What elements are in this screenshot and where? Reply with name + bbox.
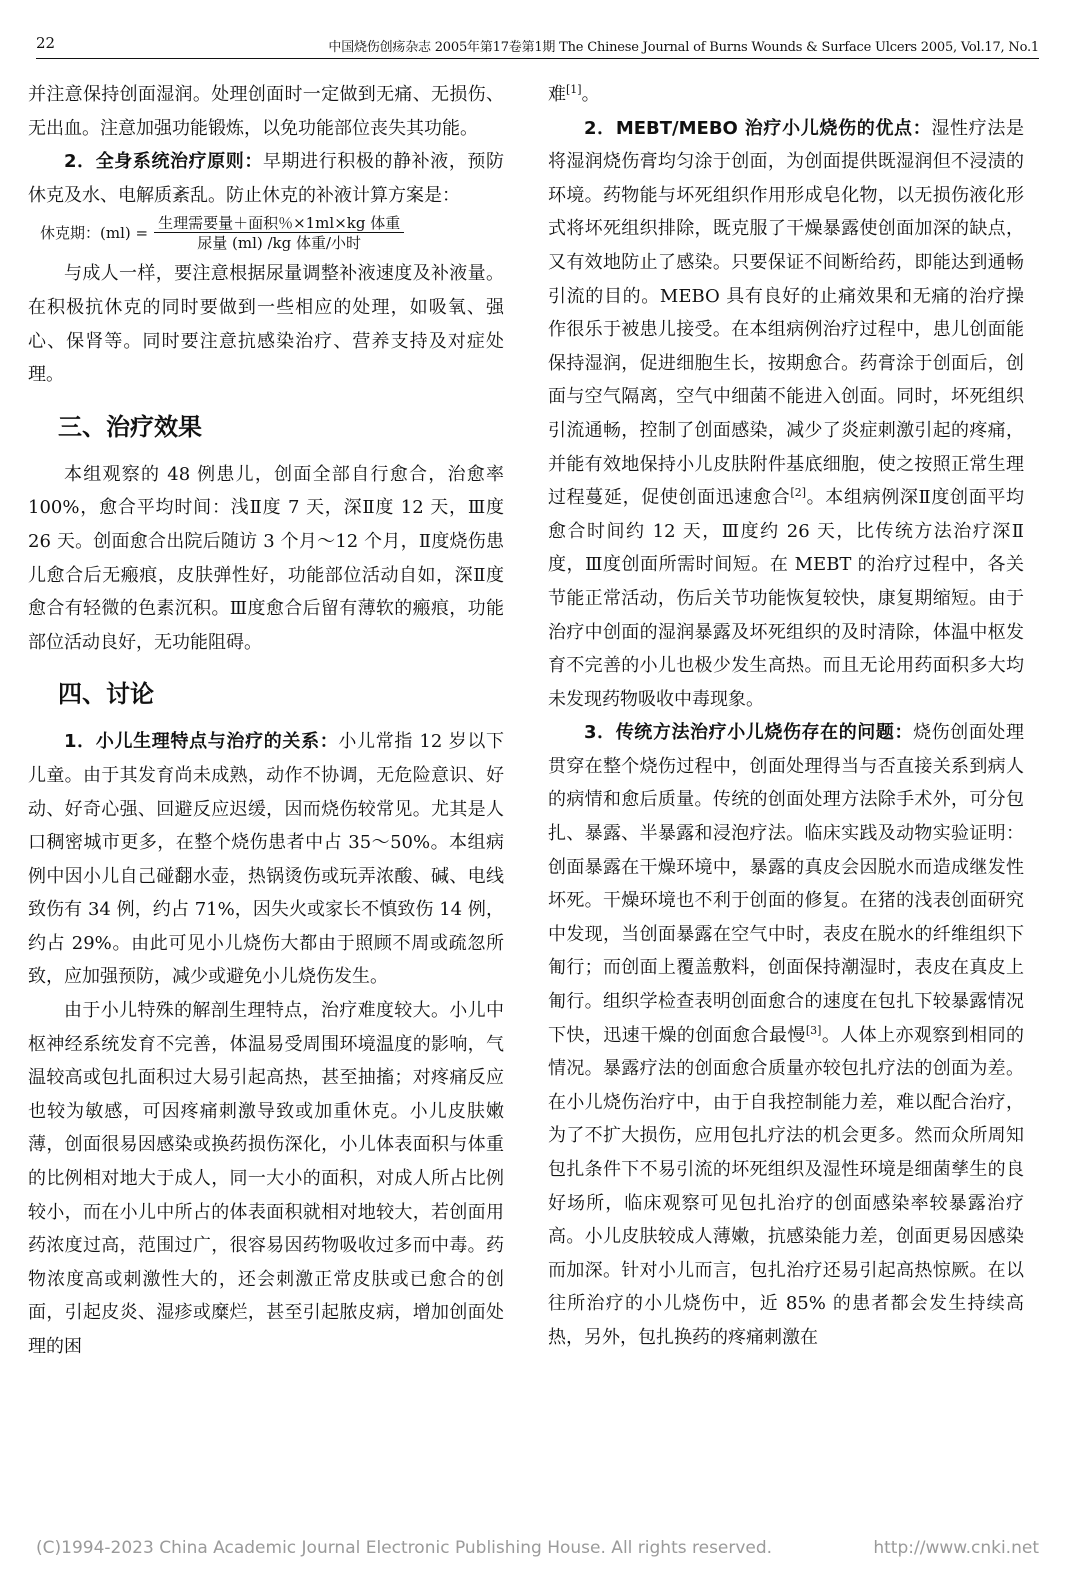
footer-url: http://www.cnki.net bbox=[873, 1538, 1039, 1558]
right-column bbox=[548, 78, 1024, 1355]
page-number: 22 bbox=[36, 34, 56, 52]
section-heading-discussion: 四、讨论 bbox=[58, 680, 154, 709]
running-title: 中国烧伤创疡杂志 2005年第17卷第1期 The Chinese Journal of Burns Wounds & Surface Ulcers 2005, Vol.17, No.1 bbox=[328, 40, 1039, 55]
formula-numerator: 生理需要量＋面积％×1ml×kg 体重 bbox=[154, 214, 404, 233]
subsection-title: 2．全身系统治疗原则： bbox=[64, 151, 263, 173]
header-rule bbox=[36, 58, 1039, 59]
subsection-title: 3．传统方法治疗小儿烧伤存在的问题： bbox=[584, 722, 914, 744]
citation-ref: [1] bbox=[566, 83, 582, 96]
subsection-title: 2．MEBT/MEBO 治疗小儿烧伤的优点： bbox=[584, 117, 932, 139]
formula-lhs: 休克期：(ml) = bbox=[40, 224, 149, 243]
paragraph-traditional-problems: 3．传统方法治疗小儿烧伤存在的问题：烧伤创面处理贯穿在整个烧伤过程中，创面处理得当与否直接关系到病人的病情和愈后质量。传统的创面处理方法除手术外，可分包扎、暴露、半暴露和浸泡疗法。临床实践及动物实验证明：创面暴露在干燥环境中，暴露的真皮会因脱水而造成继发性坏死。干燥环境也不利于创面的修复。在猪的浅表创面研究中发现，当创面暴露在空气中时，表皮在脱水的纤维组织下匍行；而创面上覆盖敷料，创面保持潮湿时，表皮在真皮上匍行。组织学检查表明创面愈合的速度在包扎下较暴露情况下快，迅速干燥的创面愈合最慢[3]。人体上亦观察到相同的情况。暴露疗法的创面愈合质量亦较包扎疗法的创面为差。在小儿烧伤治疗中，由于自我控制能力差，难以配合治疗，为了不扩大损伤，应用包扎疗法的机会更多。然而众所周知包扎条件下不易引流的坏死组织及湿性环境是细菌孳生的良好场所，临床观察可见包扎治疗的创面感染率较暴露治疗高。小儿皮肤较成人薄嫩，抗感染能力差，创面更易因感染而加深。针对小儿而言，包扎治疗还易引起高热惊厥。在以往所治疗的小儿烧伤中，近 85% 的患者都会发生持续高热，另外，包扎换药的疼痛刺激在 bbox=[548, 722, 1025, 1348]
paragraph: 与成人一样，要注意根据尿量调整补液速度及补液量。在积极抗休克的同时要做到一些相应的处理，如吸氧、强心、保肾等。同时要注意抗感染治疗、营养支持及对症处理。 bbox=[28, 263, 504, 386]
left-column bbox=[28, 78, 504, 1364]
formula-fraction bbox=[154, 214, 404, 253]
subsection-title: 1．小儿生理特点与治疗的关系： bbox=[64, 731, 339, 753]
copyright-footer bbox=[36, 1538, 1039, 1558]
paragraph-continued: 并注意保持创面湿润。处理创面时一定做到无痛、无损伤、无出血。注意加强功能锻炼，以免功能部位丧失其功能。 bbox=[28, 84, 504, 139]
page-header bbox=[36, 34, 1039, 60]
section-heading-results: 三、治疗效果 bbox=[58, 412, 202, 441]
formula-denominator: 尿量 (ml) /kg 体重/小时 bbox=[197, 234, 362, 253]
paragraph-mebt-advantages: 2．MEBT/MEBO 治疗小儿烧伤的优点：湿性疗法是将湿润烧伤膏均匀涂于创面，为创面提供既湿润但不浸渍的环境。药物能与坏死组织作用形成皂化物，以无损伤液化形式将坏死组织排除，既克服了干燥暴露使创面加深的缺点，又有效地防止了感染。只要保证不间断给药，即能达到通畅引流的目的。MEBO 具有良好的止痛效果和无痛的治疗操作很乐于被患儿接受。在本组病例治疗过程中，患儿创面能保持湿润，促进细胞生长，按期愈合。药膏涂于创面后，创面与空气隔离，空气中细菌不能进入创面。同时，坏死组织引流通畅，控制了创面感染，减少了炎症刺激引起的疼痛，并能有效地保持小儿皮肤附件基底细胞，使之按照正常生理过程蔓延，促使创面迅速愈合[2]。本组病例深Ⅱ度创面平均愈合时间约 12 天，Ⅲ度约 26 天，比传统方法治疗深Ⅱ度，Ⅲ度创面所需时间短。在 MEBT 的治疗过程中，各关节能正常活动，伤后关节功能恢复较快，康复期缩短。由于治疗中创面的湿润暴露及坏死组织的及时清除，体温中枢发育不完善的小儿也极少发生高热。而且无论用药面积多大均未发现药物吸收中毒现象。 bbox=[548, 117, 1025, 710]
citation-ref: [3] bbox=[805, 1023, 822, 1037]
paragraph-anatomy: 由于小儿特殊的解剖生理特点，治疗难度较大。小儿中枢神经系统发育不完善，体温易受周围环境温度的影响，气温较高或包扎面积过大易引起高热，甚至抽搐；对疼痛反应也较为敏感，可因疼痛刺激导致或加重休克。小儿皮肤嫩薄，创面很易因感染或换药损伤深化，小儿体表面积与体重的比例相对地大于成人，同一大小的面积，对成人所占比例较小，而在小儿中所占的体表面积就相对地较大，若创面用药浓度过高，范围过广，很容易因药物吸收过多而中毒。药物浓度高或刺激性大的，还会刺激正常皮肤或已愈合的创面，引起皮炎、湿疹或糜烂，甚至引起脓皮病，增加创面处理的困 bbox=[28, 1000, 504, 1357]
paragraph-results: 本组观察的 48 例患儿，创面全部自行愈合，治愈率 100%，愈合平均时间：浅Ⅱ度 7 天，深Ⅱ度 12 天，Ⅲ度 26 天。创面愈合出院后随访 3 个月～12 个月，Ⅱ度烧伤患儿愈合后无瘢痕，皮肤弹性好，功能部位活动自如，深Ⅱ度愈合有轻微的色素沉积。Ⅲ度愈合后留有薄软的瘢痕，功能部位活动良好，无功能阻碍。 bbox=[28, 463, 504, 653]
copyright-text: (C)1994-2023 China Academic Journal Electronic Publishing House. All rights reserved. bbox=[36, 1538, 773, 1558]
fluid-formula bbox=[40, 214, 504, 253]
paragraph-systemic-treatment: 2．全身系统治疗原则：早期进行积极的静补液，预防休克及水、电解质紊乱。防止休克的补液计算方案是： bbox=[28, 151, 504, 206]
paragraph-continued: 难[1]。 bbox=[548, 83, 600, 105]
citation-ref: [2] bbox=[790, 486, 807, 500]
paragraph-physiology: 1．小儿生理特点与治疗的关系：小儿常指 12 岁以下儿童。由于其发育尚未成熟，动作不协调，无危险意识、好动、好奇心强、回避反应迟缓，因而烧伤较常见。尤其是人口稠密城市更多，在整个烧伤患者中占 35～50%。本组病例中因小儿自己碰翻水壶，热锅烫伤或玩弄浓酸、碱、电线致伤有 34 例，约占 71%，因失火或家长不慎致伤 14 例，约占 29%。由此可见小儿烧伤大都由于照顾不周或疏忽所致，应加强预防，减少或避免小儿烧伤发生。 bbox=[28, 731, 504, 988]
